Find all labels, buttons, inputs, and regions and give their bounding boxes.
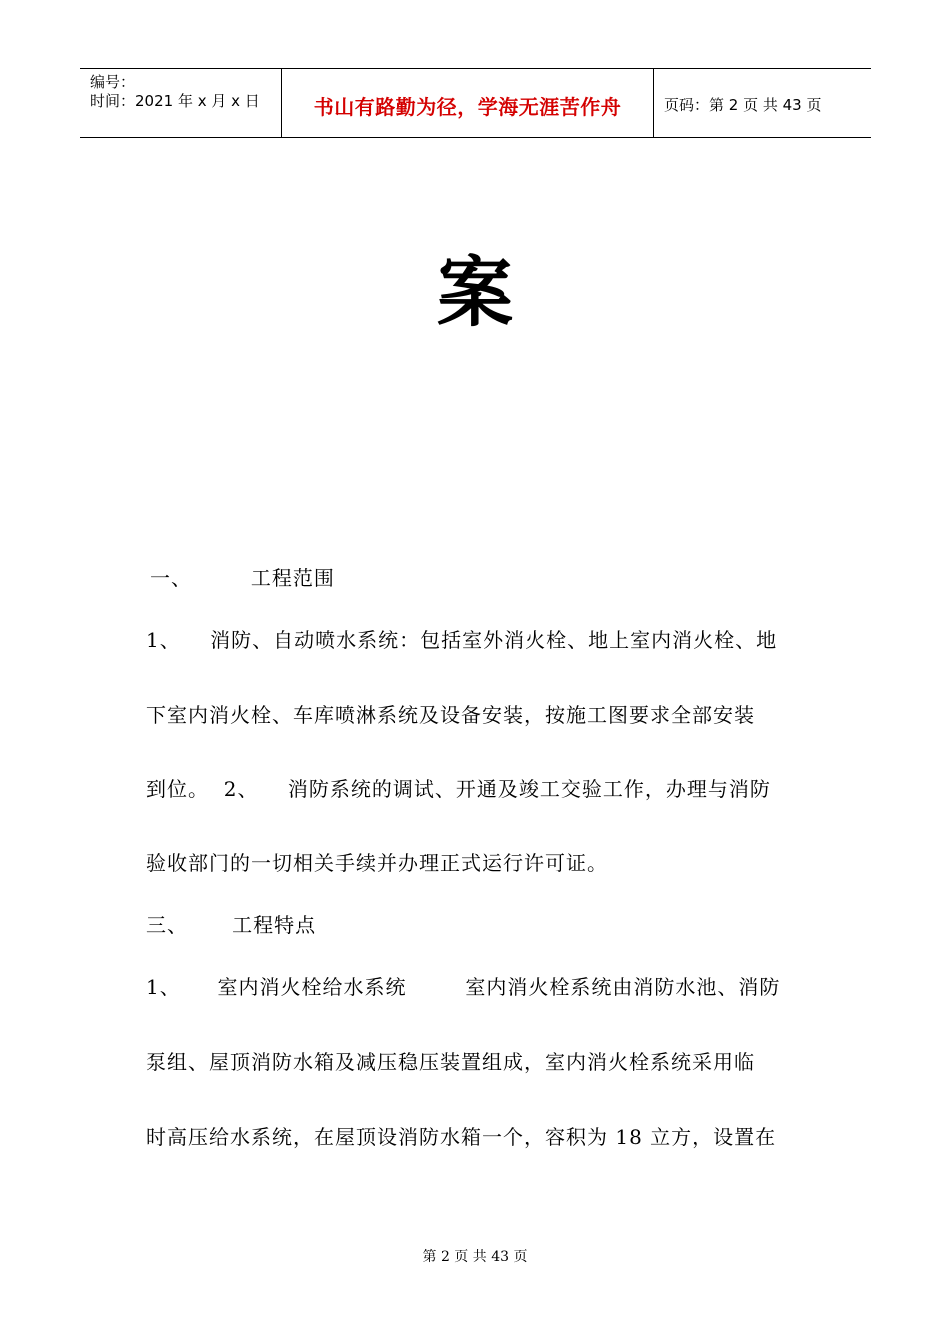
body-line: 下室内消火栓、车库喷淋系统及设备安装，按施工图要求全部安装	[146, 703, 755, 727]
header-meta	[80, 69, 282, 137]
body-line: 1、 室内消火栓给水系统 室内消火栓系统由消防水池、消防	[146, 975, 781, 999]
number-label: 编号：	[90, 73, 136, 91]
body-line: 1、 消防、自动喷水系统：包括室外消火栓、地上室内消火栓、地	[146, 628, 778, 652]
section-heading-features: 三、 工程特点	[146, 913, 317, 937]
header-page-label: 页码：第 2 页 共 43 页	[664, 95, 822, 114]
body-line: 验收部门的一切相关手续并办理正式运行许可证。	[146, 851, 608, 875]
header-motto: 书山有路勤为径，学海无涯苦作舟	[282, 69, 654, 137]
body-line: 时高压给水系统，在屋顶设消防水箱一个，容积为 18 立方，设置在	[146, 1125, 777, 1149]
page-title: 案	[437, 248, 513, 337]
time-label: 时间：2021 年 x 月 x 日	[90, 92, 260, 110]
section-heading-scope: 一、 工程范围	[150, 566, 335, 590]
page-footer: 第 2 页 共 43 页	[422, 1249, 528, 1265]
document-header	[80, 68, 871, 138]
body-line: 泵组、屋顶消防水箱及减压稳压装置组成，室内消火栓系统采用临	[146, 1050, 755, 1074]
body-line: 到位。 2、 消防系统的调试、开通及竣工交验工作，办理与消防	[146, 777, 771, 801]
